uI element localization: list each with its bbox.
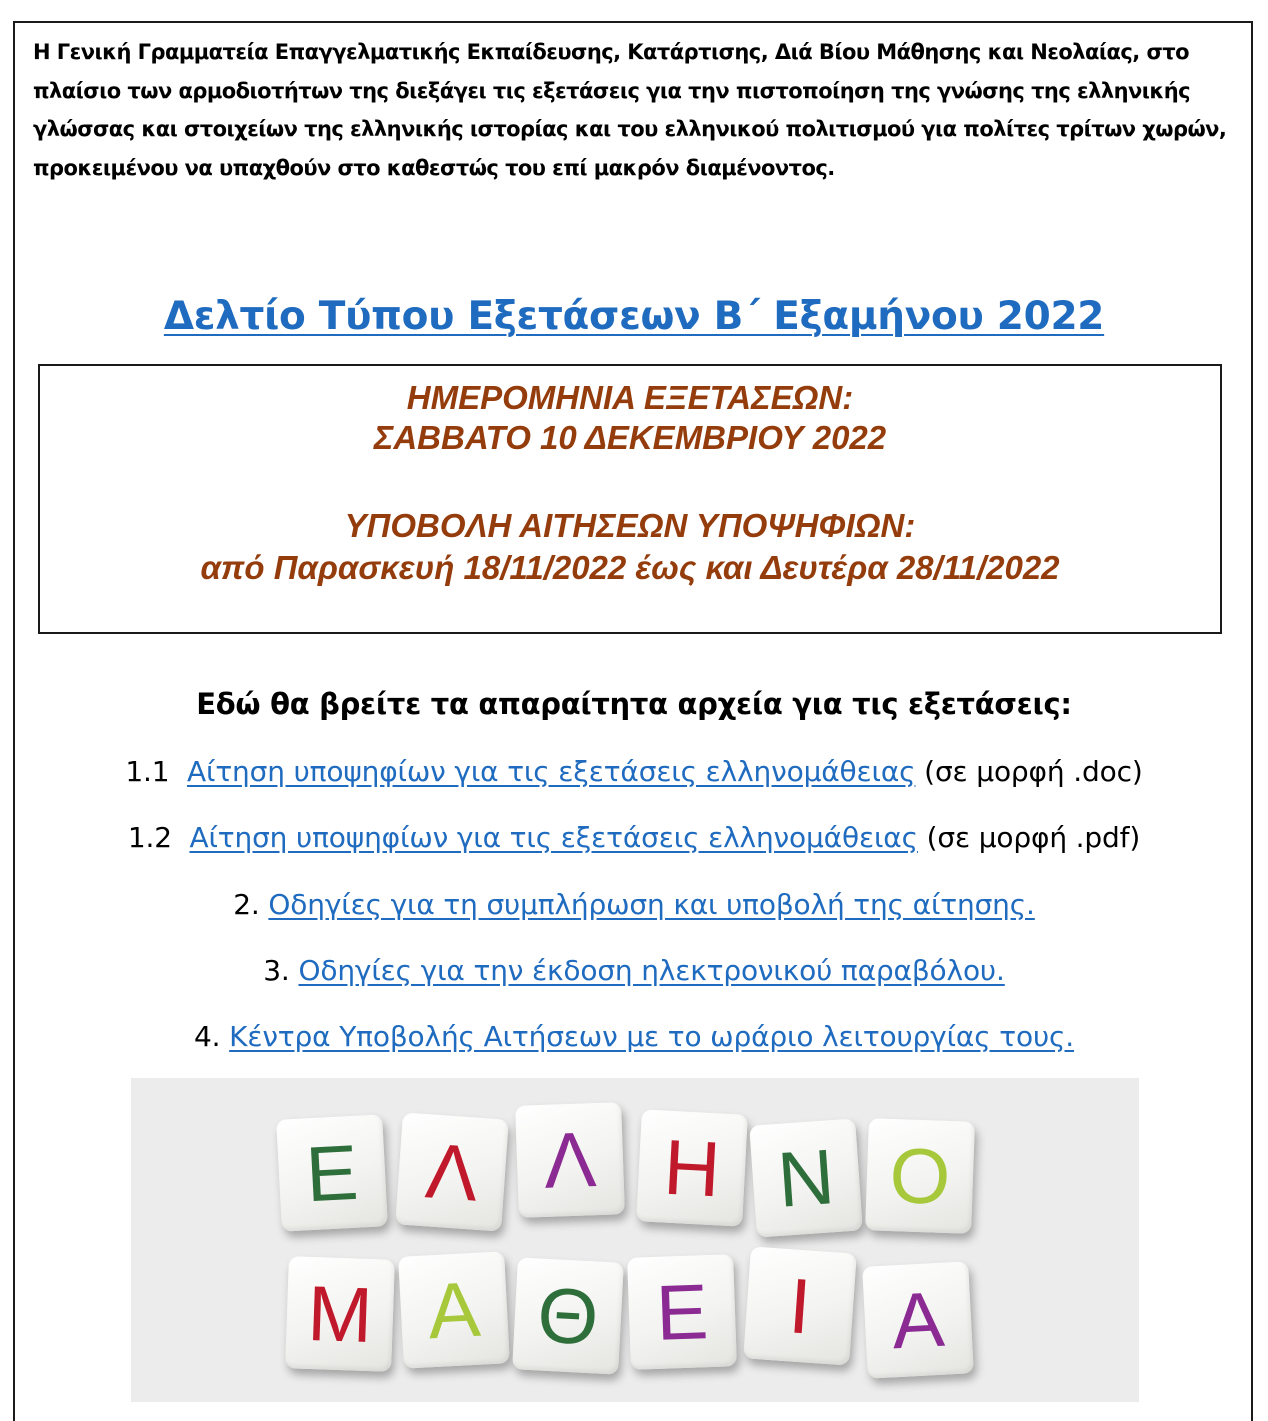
tile-letter: Ο [888, 1130, 952, 1222]
file-item-2 [0, 883, 1268, 927]
letter-tile [515, 1102, 625, 1218]
application-instructions-link[interactable]: Οδηγίες για τη συμπλήρωση και υποβολή της αίτησης. [268, 888, 1035, 921]
tile-letter: Λ [542, 1115, 598, 1205]
file-format-note: (σε μορφή .doc) [915, 755, 1143, 788]
file-item-number: 1.1 [125, 755, 170, 788]
application-pdf-link[interactable]: Αίτηση υποψηφίων για τις εξετάσεις ελληνομάθειας [189, 821, 918, 854]
submission-heading: ΥΠΟΒΟΛΗ ΑΙΤΗΣΕΩΝ ΥΠΟΨΗΦΙΩΝ: [344, 507, 916, 544]
exam-date-value: ΣΑΒΒΑΤΟ 10 ΔΕΚΕΜΒΡΙΟΥ 2022 [373, 419, 887, 456]
intro-paragraph: Η Γενική Γραμματεία Επαγγελματικής Εκπαίδευσης, Κατάρτισης, Διά Βίου Μάθησης και Νεολαίας, στο πλαίσιο των αρμοδιοτήτων της διεξάγει τις εξετάσεις για την πιστοποίηση της γνώσης της ελληνικής γλώσσας και στοιχείων της ελληνικής ιστορίας και του ελληνικού πολιτισμού για πολίτες τρίτων χωρών, προκειμένου να υπαχθούν στο καθεστώς του επί μακρόν διαμένοντος. [33, 40, 1227, 180]
fee-instructions-link[interactable]: Οδηγίες για την έκδοση ηλεκτρονικού παραβόλου. [298, 954, 1005, 987]
tile-letter: Η [661, 1122, 723, 1214]
file-item-1-1 [0, 750, 1268, 794]
tile-letter: Μ [305, 1268, 375, 1360]
letter-tile [395, 1112, 509, 1231]
file-item-number: 1.2 [127, 821, 172, 854]
letter-tile [285, 1256, 395, 1372]
tile-letter: Α [425, 1264, 483, 1356]
page-title [0, 288, 1268, 346]
tile-letter: Ν [774, 1132, 838, 1224]
letter-tile [627, 1254, 737, 1370]
ellinomatheia-tiles-image [131, 1078, 1139, 1402]
file-item-number: 2. [233, 888, 260, 921]
exam-date-heading: ΗΜΕΡΟΜΗΝΙΑ ΕΞΕΤΑΣΕΩΝ: [406, 379, 854, 416]
letter-tile [743, 1246, 857, 1365]
press-release-link[interactable]: Δελτίο Τύπου Εξετάσεων Β΄ Εξαμήνου 2022 [163, 294, 1105, 339]
file-format-note: (σε μορφή .pdf) [917, 821, 1141, 854]
tile-letter: Ε [654, 1267, 710, 1357]
application-doc-link[interactable]: Αίτηση υποψηφίων για τις εξετάσεις ελληνομάθειας [187, 755, 916, 788]
tile-letter: Α [889, 1274, 947, 1366]
tile-letter: Ι [786, 1261, 814, 1351]
file-item-1-2 [0, 816, 1268, 860]
letter-tile [865, 1118, 975, 1234]
tile-letter: Λ [422, 1126, 482, 1218]
letter-tile [636, 1109, 748, 1226]
submission-period: από Παρασκευή 18/11/2022 έως και Δευτέρα 28/11/2022 [200, 549, 1060, 586]
tile-letter: Θ [535, 1270, 601, 1362]
file-item-number: 4. [193, 1020, 221, 1053]
file-item-number: 3. [263, 954, 290, 987]
tile-letter: Ε [303, 1127, 361, 1219]
files-heading: Εδώ θα βρείτε τα απαραίτητα αρχεία για τις εξετάσεις: [196, 687, 1072, 721]
letter-tile [749, 1118, 863, 1237]
submission-centers-link[interactable]: Κέντρα Υποβολής Αιτήσεων με το ωράριο λειτουργίας τους. [229, 1020, 1075, 1053]
file-item-4 [0, 1015, 1268, 1059]
file-item-3 [0, 949, 1268, 993]
letter-tile [862, 1261, 974, 1378]
exam-dates-box [38, 364, 1222, 634]
letter-tile [512, 1257, 624, 1374]
letter-tile [276, 1114, 388, 1231]
letter-tile [398, 1251, 510, 1368]
